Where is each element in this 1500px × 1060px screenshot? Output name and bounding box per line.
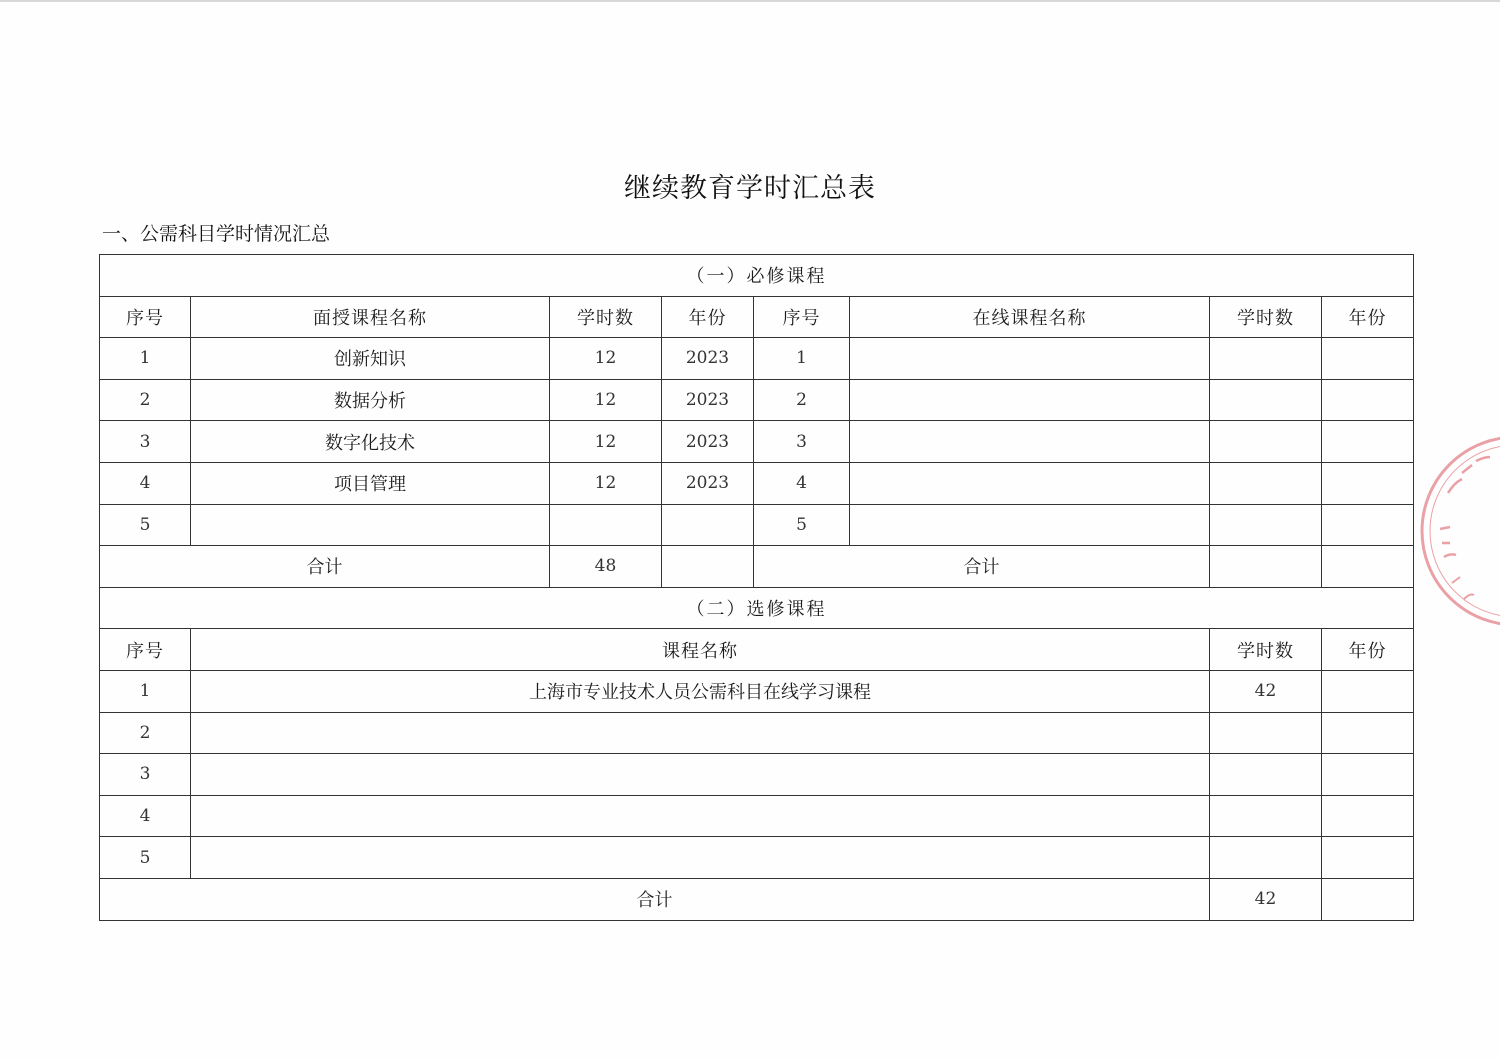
- online-year-cell: [1322, 379, 1414, 421]
- hours-cell: [1210, 712, 1322, 754]
- online-hours-cell: [1210, 421, 1322, 463]
- online-name-cell: [850, 338, 1210, 380]
- seq-cell: 1: [100, 338, 191, 380]
- elective-header-hours: 学时数: [1210, 629, 1322, 671]
- hours-cell: 12: [550, 379, 662, 421]
- online-hours-cell: [1210, 504, 1322, 546]
- elective-total-row: [100, 878, 1414, 920]
- course-name-cell: 数字化技术: [191, 421, 550, 463]
- elective-header-course-name: 课程名称: [191, 629, 1210, 671]
- page-title: 继续教育学时汇总表: [624, 173, 876, 204]
- required-band-label: （一）必修课程: [100, 255, 1414, 297]
- year-cell: [662, 504, 754, 546]
- required-total-year: [662, 546, 754, 588]
- online-hours-cell: [1210, 338, 1322, 380]
- hours-cell: [1210, 795, 1322, 837]
- seq-cell: 2: [100, 379, 191, 421]
- required-band-row: [100, 255, 1414, 297]
- course-name-cell: [191, 795, 1210, 837]
- header-face-year: 年份: [662, 296, 754, 338]
- year-cell: [1322, 795, 1414, 837]
- header-seq: 序号: [100, 296, 191, 338]
- section-heading: 一、公需科目学时情况汇总: [102, 223, 331, 245]
- required-total-row: [100, 546, 1414, 588]
- table-row: [100, 421, 1414, 463]
- online-hours-cell: [1210, 462, 1322, 504]
- online-year-cell: [1322, 338, 1414, 380]
- required-total-label: 合计: [100, 546, 550, 588]
- header-online-hours: 学时数: [1210, 296, 1322, 338]
- online-hours-cell: [1210, 379, 1322, 421]
- page-top-rule: [0, 0, 1500, 2]
- online-name-cell: [850, 379, 1210, 421]
- course-name-cell: [191, 837, 1210, 879]
- year-cell: [1322, 712, 1414, 754]
- course-name-cell: [191, 754, 1210, 796]
- elective-header-seq: 序号: [100, 629, 191, 671]
- online-total-hours: [1210, 546, 1322, 588]
- hours-cell: [550, 504, 662, 546]
- seq-cell: 3: [100, 421, 191, 463]
- table-row: [100, 338, 1414, 380]
- elective-band-label: （二）选修课程: [100, 587, 1414, 629]
- table-row: [100, 504, 1414, 546]
- table-row: [100, 712, 1414, 754]
- year-cell: 2023: [662, 379, 754, 421]
- online-seq-cell: 5: [754, 504, 850, 546]
- table-row: [100, 462, 1414, 504]
- online-name-cell: [850, 504, 1210, 546]
- seq-cell: 1: [100, 670, 191, 712]
- header-online-year: 年份: [1322, 296, 1414, 338]
- required-header-row: [100, 296, 1414, 338]
- seq-cell: 3: [100, 754, 191, 796]
- seq-cell: 2: [100, 712, 191, 754]
- seq-cell: 5: [100, 837, 191, 879]
- elective-header-row: [100, 629, 1414, 671]
- year-cell: [1322, 754, 1414, 796]
- online-year-cell: [1322, 504, 1414, 546]
- year-cell: [1322, 837, 1414, 879]
- online-seq-cell: 2: [754, 379, 850, 421]
- official-seal-icon: [1418, 433, 1500, 629]
- table-row: [100, 795, 1414, 837]
- hours-cell: 12: [550, 421, 662, 463]
- hours-cell: [1210, 754, 1322, 796]
- course-name-cell: [191, 504, 550, 546]
- online-total-year: [1322, 546, 1414, 588]
- year-cell: 2023: [662, 338, 754, 380]
- hours-cell: 12: [550, 338, 662, 380]
- hours-cell: [1210, 837, 1322, 879]
- online-total-label: 合计: [754, 546, 1210, 588]
- seq-cell: 4: [100, 795, 191, 837]
- table-row: [100, 754, 1414, 796]
- header-face-course-name: 面授课程名称: [191, 296, 550, 338]
- course-name-cell: 项目管理: [191, 462, 550, 504]
- online-name-cell: [850, 462, 1210, 504]
- seq-cell: 5: [100, 504, 191, 546]
- course-name-cell: 数据分析: [191, 379, 550, 421]
- year-cell: 2023: [662, 421, 754, 463]
- seq-cell: 4: [100, 462, 191, 504]
- online-seq-cell: 4: [754, 462, 850, 504]
- elective-total-hours: 42: [1210, 878, 1322, 920]
- online-name-cell: [850, 421, 1210, 463]
- online-year-cell: [1322, 421, 1414, 463]
- table-row: [100, 670, 1414, 712]
- online-seq-cell: 1: [754, 338, 850, 380]
- online-seq-cell: 3: [754, 421, 850, 463]
- course-name-cell: [191, 712, 1210, 754]
- elective-band-row: [100, 587, 1414, 629]
- elective-header-year: 年份: [1322, 629, 1414, 671]
- year-cell: [1322, 670, 1414, 712]
- elective-total-year: [1322, 878, 1414, 920]
- year-cell: 2023: [662, 462, 754, 504]
- course-name-cell: 上海市专业技术人员公需科目在线学习课程: [191, 670, 1210, 712]
- course-name-cell: 创新知识: [191, 338, 550, 380]
- hours-cell: 42: [1210, 670, 1322, 712]
- online-year-cell: [1322, 462, 1414, 504]
- header-face-hours: 学时数: [550, 296, 662, 338]
- hours-cell: 12: [550, 462, 662, 504]
- required-total-hours: 48: [550, 546, 662, 588]
- table-row: [100, 379, 1414, 421]
- header-online-course-name: 在线课程名称: [850, 296, 1210, 338]
- header-online-seq: 序号: [754, 296, 850, 338]
- elective-total-label: 合计: [100, 878, 1210, 920]
- table-row: [100, 837, 1414, 879]
- hours-summary-table: [99, 254, 1414, 921]
